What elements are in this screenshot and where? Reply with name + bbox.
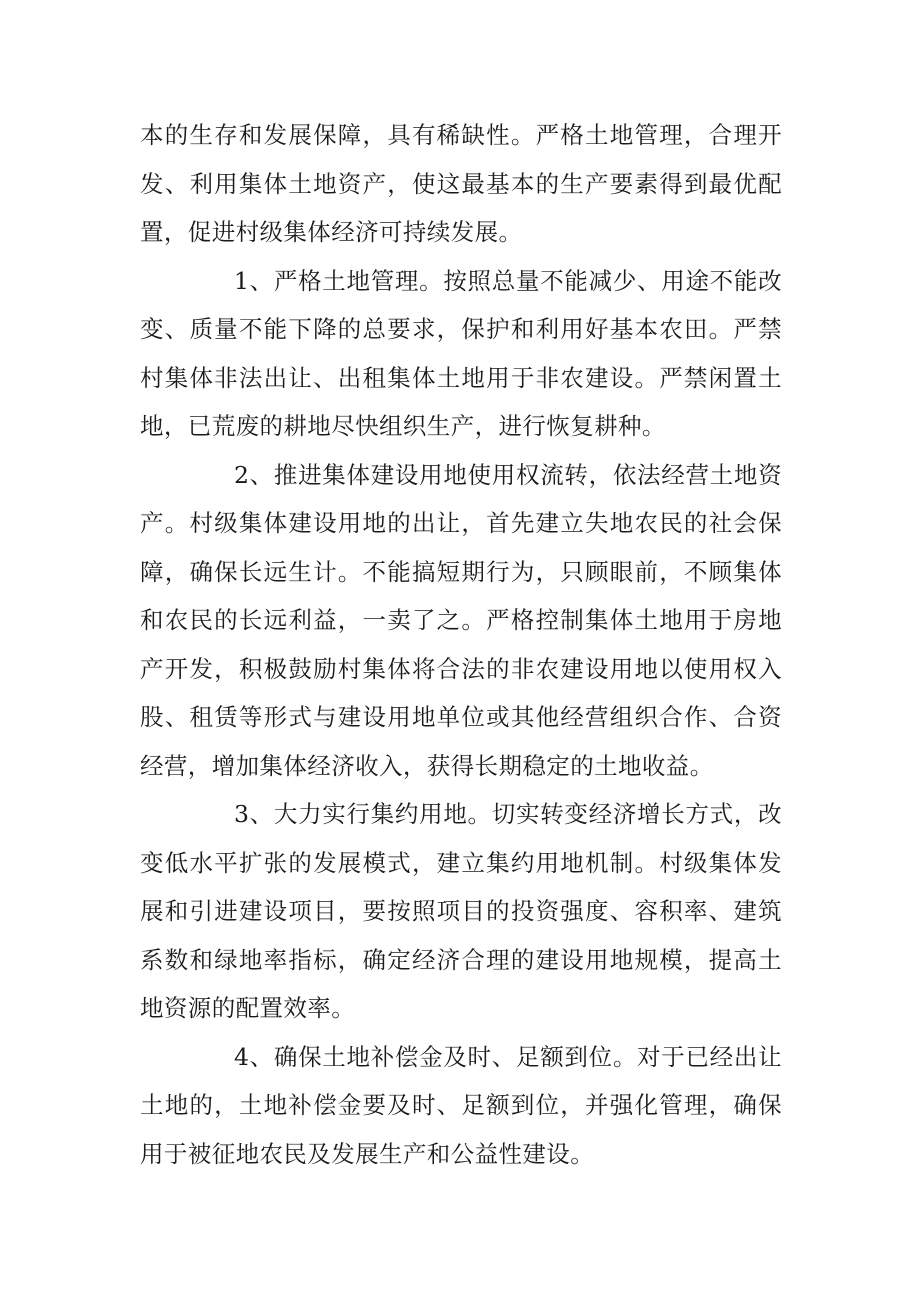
paragraph-continuation: 本的生存和发展保障，具有稀缺性。严格土地管理，合理开发、利用集体土地资产，使这最基本的生产要素得到最优配置，促进村级集体经济可持续发展。: [140, 121, 782, 246]
paragraph-item-1: 1、严格土地管理。按照总量不能减少、用途不能改变、质量不能下降的总要求，保护和利用好基本农田。严禁村集体非法出让、出租集体土地用于非农建设。严禁闲置土地，已荒废的耕地尽快组织生产，进行恢复耕种。: [140, 266, 782, 440]
paragraph-item-4: 4、确保土地补偿金及时、足额到位。对于已经出让土地的，土地补偿金要及时、足额到位，并强化管理，确保用于被征地农民及发展生产和公益性建设。: [140, 1042, 782, 1168]
paragraph-item-2: 2、推进集体建设用地使用权流转，依法经营土地资产。村级集体建设用地的出让，首先建立失地农民的社会保障，确保长远生计。不能搞短期行为，只顾眼前，不顾集体和农民的长远利益，一卖了之。严格控制集体土地用于房地产开发，积极鼓励村集体将合法的非农建设用地以使用权入股、租赁等形式与建设用地单位或其他经营组织合作、合资经营，增加集体经济收入，获得长期稳定的土地收益。: [140, 460, 782, 780]
document-body: [140, 111, 782, 1178]
paragraph-item-3: 3、大力实行集约用地。切实转变经济增长方式，改变低水平扩张的发展模式，建立集约用地机制。村级集体发展和引进建设项目，要按照项目的投资强度、容积率、建筑系数和绿地率指标，确定经济合理的建设用地规模，提高土地资源的配置效率。: [140, 800, 782, 1022]
